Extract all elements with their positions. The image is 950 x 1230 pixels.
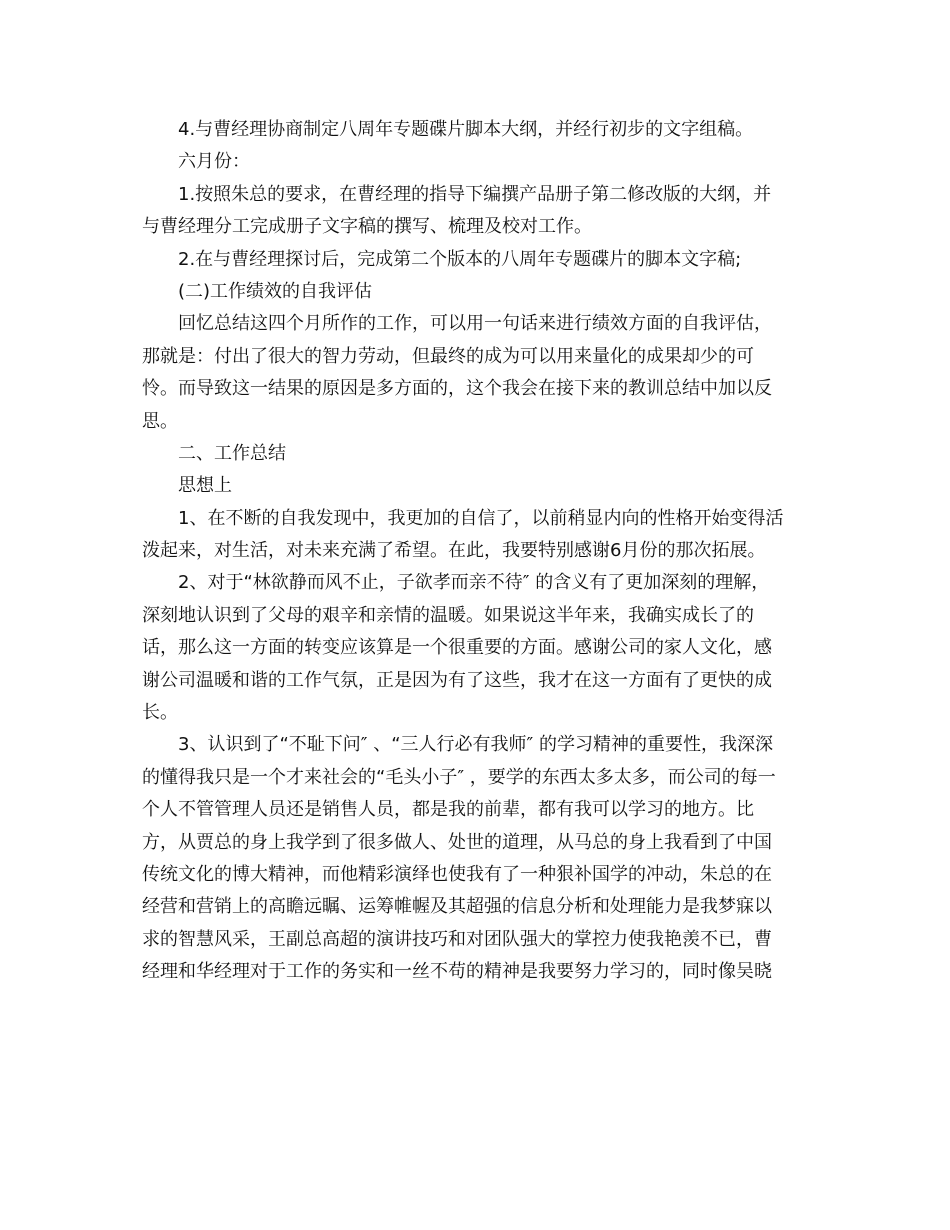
text-line: 的懂得我只是一个才来社会的“毛头小子″ ，要学的东西太多太多，而公司的每一 (142, 766, 776, 788)
text-line: 二、工作总结 (178, 442, 286, 464)
text-line: 思。 (142, 410, 178, 432)
text-line: 求的智慧风采，王副总高超的演讲技巧和对团队强大的掌控力使我艳羡不已，曹 (142, 928, 772, 950)
text-line: 思想上 (178, 475, 232, 497)
text-line: 那就是：付出了很大的智力劳动，但最终的成为可以用来量化的成果却少的可 (142, 345, 754, 367)
text-line: 长。 (142, 702, 178, 724)
text-line: 3、认识到了“不耻下问″ 、“三人行必有我师″ 的学习精神的重要性，我深深 (178, 734, 773, 756)
text-line: 六月份： (178, 151, 250, 173)
text-line: 方，从贾总的身上我学到了很多做人、处世的道理，从马总的身上我看到了中国 (142, 831, 772, 853)
text-line: 经理和华经理对于工作的务实和一丝不苟的精神是我要努力学习的，同时像吴晓 (142, 961, 772, 983)
text-line: 泼起来，对生活，对未来充满了希望。在此，我要特别感谢6月份的那次拓展。 (142, 540, 766, 562)
text-line: 话，那么这一方面的转变应该算是一个很重要的方面。感谢公司的家人文化，感 (142, 637, 772, 659)
text-line: 与曹经理分工完成册子文字稿的撰写、梳理及校对工作。 (142, 216, 592, 238)
text-line: 回忆总结这四个月所作的工作，可以用一句话来进行绩效方面的自我评估， (178, 313, 772, 335)
text-line: 个人不管管理人员还是销售人员，都是我的前辈，都有我可以学习的地方。比 (142, 799, 754, 821)
text-line: (二)工作绩效的自我评估 (178, 280, 373, 302)
text-line: 2、对于“林欲静而风不止，子欲孝而亲不待″ 的含义有了更加深刻的理解， (178, 572, 770, 594)
text-line: 怜。而导致这一结果的原因是多方面的，这个我会在接下来的教训总结中加以反 (142, 378, 772, 400)
text-line: 经营和营销上的高瞻远瞩、运筹帷幄及其超强的信息分析和处理能力是我梦寐以 (142, 896, 772, 918)
text-line: 传统文化的博大精神，而他精彩演绎也使我有了一种狠补国学的冲动，朱总的在 (142, 863, 772, 885)
document-body (142, 114, 810, 989)
text-line: 深刻地认识到了父母的艰辛和亲情的温暖。如果说这半年来，我确实成长了的 (142, 604, 754, 626)
text-line: 1.按照朱总的要求，在曹经理的指导下编撰产品册子第二修改版的大纲，并 (178, 183, 772, 205)
text-line: 4.与曹经理协商制定八周年专题碟片脚本大纲，并经行初步的文字组稿。 (178, 119, 754, 140)
text-line: 谢公司温暖和谐的工作气氛，正是因为有了这些，我才在这一方面有了更快的成 (142, 669, 772, 691)
text-line: 1、在不断的自我发现中，我更加的自信了，以前稍显内向的性格开始变得活 (178, 507, 784, 529)
text-line: 2.在与曹经理探讨后，完成第二个版本的八周年专题碟片的脚本文字稿; (178, 248, 742, 270)
